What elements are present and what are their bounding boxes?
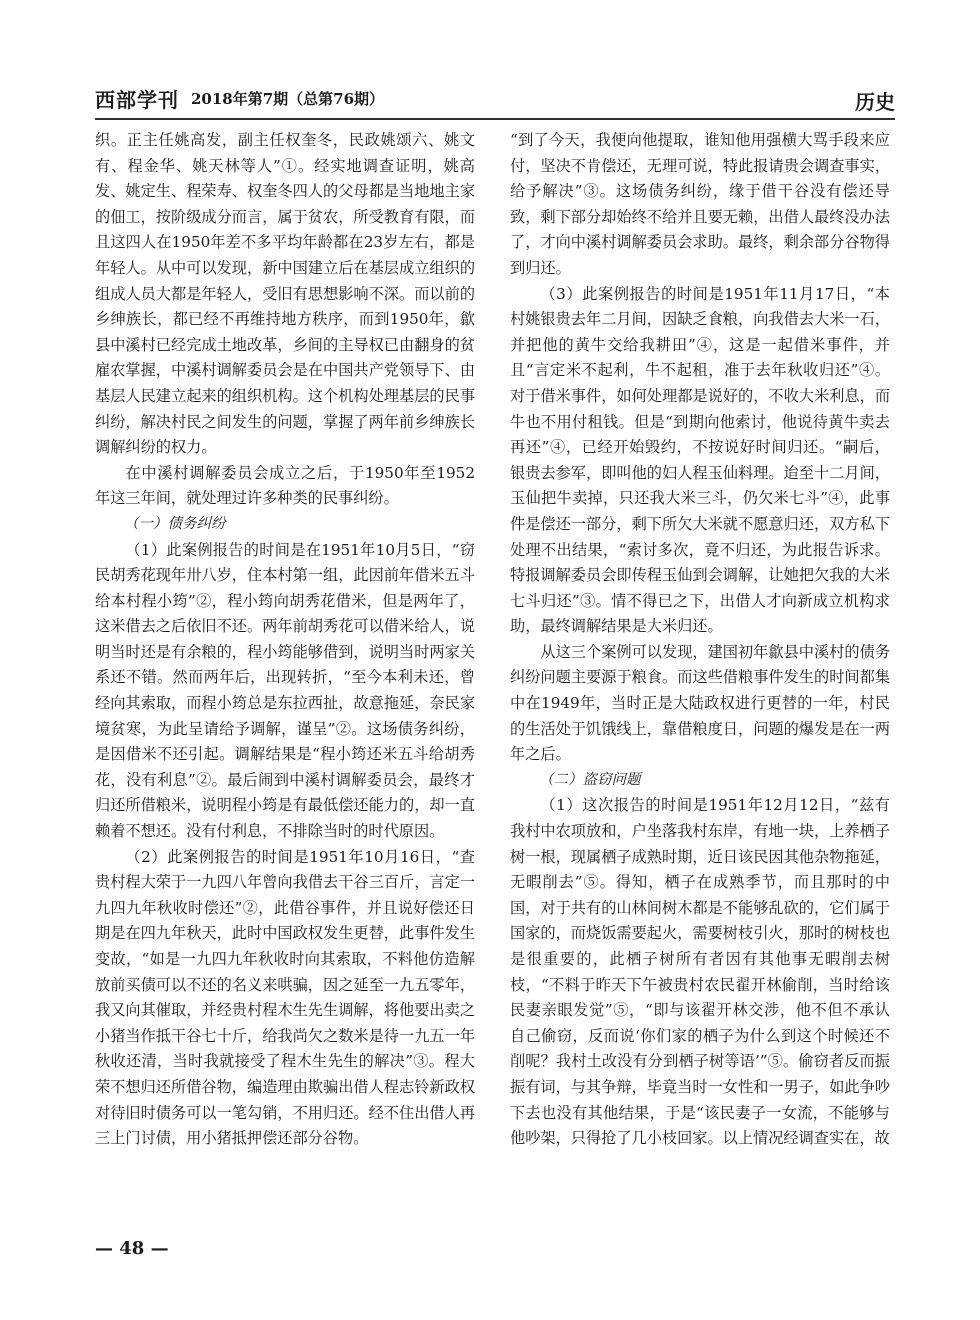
paragraph: 织。正主任姚高发，副主任权奎冬，民政姚颂六、姚文有、程金华、姚天林等人”①。经实地调查证明，姚高发、姚定生、程荣寿、权奎冬四人的父母都是当地地主家的佃工，按阶级成分而言，属于贫农，所受教育有限，而且这四人在1950年差不多平均年龄都在23岁左右，都是年轻人。从中可以发现，新中国建立后在基层成立组织的组成人员大都是年轻人，受旧有思想影响不深。而以前的乡绅族长，都已经不再维持地方秩序，而到1950年，歙县中溪村已经完成土地改革，乡间的主导权已由翻身的贫雇农掌握，中溪村调解委员会是在中国共产党领导下、由基层人民建立起来的组织机构。这个机构处理基层的民事纠纷，解决村民之间发生的问题，掌握了两年前乡绅族长调解纠纷的权力。	[95, 131, 475, 457]
right-column	[510, 128, 890, 1152]
left-column	[95, 128, 475, 1152]
journal-name: 西部学刊	[95, 88, 179, 112]
subsection-heading: （一）债务纠纷	[124, 515, 226, 532]
section-label: 历史	[855, 90, 895, 114]
paragraph: （2）此案例报告的时间是1951年10月16日，“查贵村程大荣于一九四八年曾向我借去干谷三百斤，言定一九四九年秋收时偿还”②，此借谷事件，并且说好偿还日期是在四九年秋天，此时中国政权发生更替，此事件发生变故，“如是一九四九年秋收时向其索取，不料他仿造解放前买债可以不还的名义来哄骗，因之延至一九五零年，我又向其催取，并经贵村程木生先生调解，将他要出卖之小猪当作抵干谷七十斤，给我尚欠之数米是待一九五一年秋收还清，当时我就接受了程木生先生的解决”③。程大荣不想归还所借谷物，编造理由欺骗出借人程志铃新政权对待旧时债务可以一笔勾销，不用归还。经不住出借人再三上门讨债，用小猪抵押偿还部分谷物。	[95, 847, 475, 1148]
paragraph: （3）此案例报告的时间是1951年11月17日，“本村姚银贵去年二月间，因缺乏食粮，向我借去大米一石，并把他的黄牛交给我耕田”④，这是一起借米事件，并且“言定米不起利，牛不起租，准于去年秋收归还”④。对于借米事件，如何处理都是说好的，不收大米利息，而牛也不用付租钱。但是“到期向他索讨，他说待黄牛卖去再还”④，已经开始毁约，不按说好时间归还。“嗣后，银贵去参军，即叫他的妇人程玉仙料理。迨至十二月间，玉仙把牛卖掉，只还我大米三斗，仍欠米七斗”④，此事件是偿还一部分，剩下所欠大米就不愿意归还，双方私下处理不出结果，“索讨多次，竟不归还，为此报告诉求。特报调解委员会即传程玉仙到会调解，让她把欠我的大米七斗归还”③。情不得已之下，出借人才向新成立机构求助，最终调解结果是大米归还。	[510, 284, 890, 636]
paragraph: （1）这次报告的时间是1951年12月12日，“兹有我村中农项放和，户坐落我村东岸，有地一块，上养栖子树一根，现属栖子成熟时期，近日该民因其他杂物拖延，无暇削去”⑤。得知，栖子在成熟季节，而且那时的中国，对于共有的山林间树木都是不能够乱砍的，它们属于国家的，而烧饭需要起火，需要树枝引火，那时的树枝也是很重要的，此栖子树所有者因有其他事无暇削去树枝，“不料于昨天下午被贵村农民翟开林偷削，当时给该民妻亲眼发觉”⑤，“即与该翟开林交涉，他不但不承认自己偷窃，反而说‘你们家的栖子为什么到这个时候还不削呢？我村土改没有分到栖子树等语’”⑤。偷窃者反而振振有词，与其争辩，毕竟当时一女性和一男子，如此争吵下去也没有其他结果，于是“该民妻子一女流，不能够与他吵架，只得抢了几小枝回家。以上情况经调查实在，故	[510, 796, 890, 1148]
paragraph: 从这三个案例可以发现，建国初年歙县中溪村的债务纠纷问题主要源于粮食。而这些借粮事件发生的时间都集中在1949年，当时正是大陆政权进行更替的一年，村民的生活处于饥饿线上，靠借粮度日，问题的爆发是在一两年之后。	[510, 642, 890, 764]
paragraph: 在中溪村调解委员会成立之后，于1950年至1952年这三年间，就处理过许多种类的民事纠纷。	[95, 463, 475, 508]
paragraph: （1）此案例报告的时间是在1951年10月5日，“窃民胡秀花现年卅八岁，住本村第一组，此因前年借米五斗给本村程小筠”②，程小筠向胡秀花借米，但是两年了，这米借去之后依旧不还。两年前胡秀花可以借米给人，说明当时还是有余粮的，程小筠能够借到，说明当时两家关系还不错。然而两年后，出现转折，“至今本利未还，曾经向其索取，而程小筠总是东拉西扯，故意拖延，奈民家境贫寒，为此呈请给予调解，谨呈”②。这场债务纠纷，是因借米不还引起。调解结果是“程小筠还米五斗给胡秀花，没有利息”②。最后闹到中溪村调解委员会，最终才归还所借粮米，说明程小筠是有最低偿还能力的，却一直赖着不想还。没有付利息，不排除当时的时代原因。	[95, 540, 475, 841]
subsection-heading: （二）盗窃问题	[539, 771, 641, 788]
header-rule	[95, 118, 895, 120]
issue-info: 2018年第7期（总第76期）	[191, 90, 385, 108]
page-header	[95, 84, 895, 114]
page-number: — 48 —	[95, 1238, 169, 1259]
paragraph: “到了今天，我便向他提取，谁知他用强横大骂手段来应付，坚决不肯偿还，无理可说，特此报请贵会调查事实，给予解决”③。这场债务纠纷，缘于借干谷没有偿还导致，剩下部分却始终不给并且要无赖，出借人最终没办法了，才向中溪村调解委员会求助。最终，剩余部分谷物得到归还。	[510, 131, 890, 277]
